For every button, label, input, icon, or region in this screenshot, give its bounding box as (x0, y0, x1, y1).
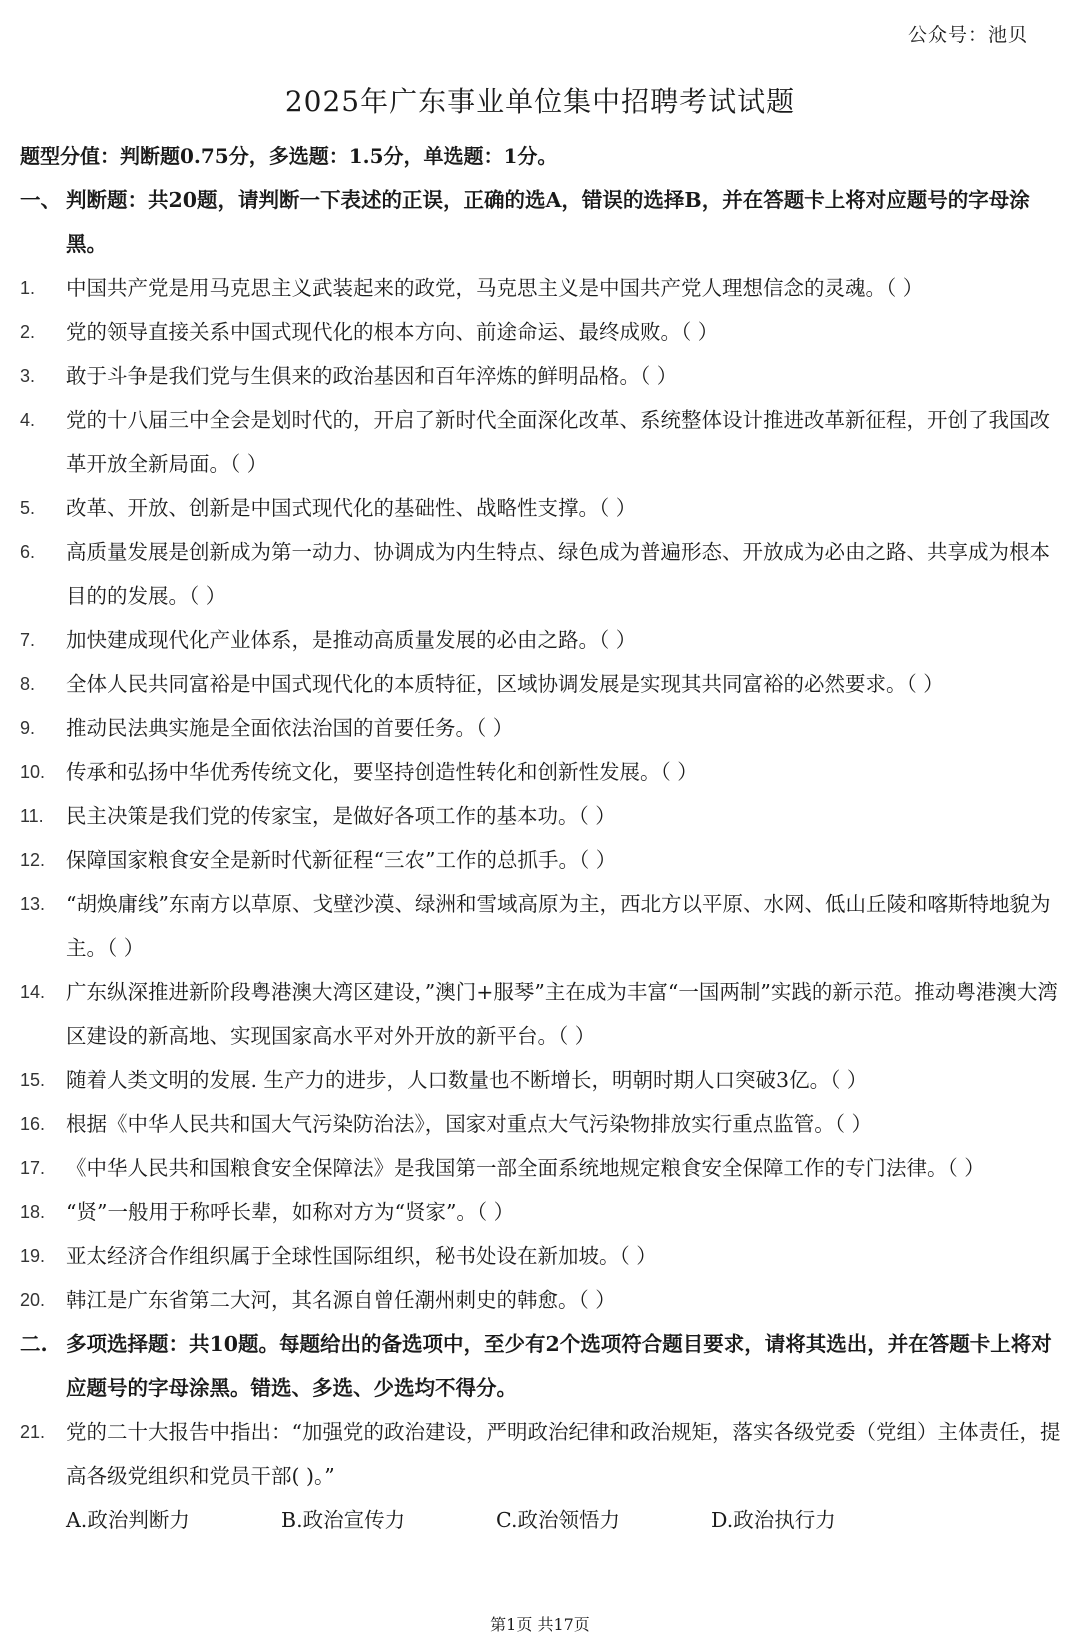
question-text: 党的领导直接关系中国式现代化的根本方向、前途命运、最终成败。（ ） (66, 320, 719, 344)
question-text: 党的十八届三中全会是划时代的，开启了新时代全面深化改革、系统整体设计推进改革新征程，开创了我国改革开放全新局面。（ ） (66, 408, 1050, 476)
question-number: 7. (20, 630, 36, 650)
question-item (20, 706, 1065, 750)
question-text: 全体人民共同富裕是中国式现代化的本质特征，区域协调发展是实现其共同富裕的必然要求。（ ） (66, 672, 944, 696)
section-number: 二. (20, 1332, 48, 1356)
question-text: “贤”一般用于称呼长辈，如称对方为“贤家”。（ ） (66, 1200, 515, 1224)
question-item (20, 1146, 1065, 1190)
question-text: 保障国家粮食安全是新时代新征程“三农”工作的总抓手。（ ） (66, 848, 617, 872)
question-number: 3. (20, 366, 36, 386)
page-footer: 第1页 共17页 (490, 1615, 590, 1634)
option-c: C.政治领悟力 (496, 1508, 620, 1532)
question-text: 党的二十大报告中指出：“加强党的政治建设，严明政治纪律和政治规矩，落实各级党委（党组）主体责任，提高各级党组织和党员干部( )。” (66, 1420, 1061, 1488)
section-number: 一、 (20, 188, 61, 212)
question-number: 2. (20, 322, 36, 342)
page-title: 2025年广东事业单位集中招聘考试试题 (284, 85, 796, 118)
section-heading-true-false (20, 178, 1065, 266)
option-d: D.政治执行力 (711, 1508, 836, 1532)
question-number: 18. (20, 1202, 46, 1222)
question-number: 17. (20, 1158, 46, 1178)
question-number: 6. (20, 542, 36, 562)
question-text: 亚太经济合作组织属于全球性国际组织，秘书处设在新加坡。（ ） (66, 1244, 657, 1268)
question-text: 中国共产党是用马克思主义武装起来的政党，马克思主义是中国共产党人理想信念的灵魂。（ ） (66, 276, 924, 300)
question-number: 5. (20, 498, 36, 518)
question-item (20, 266, 1065, 310)
question-item (20, 310, 1065, 354)
question-number: 10. (20, 762, 46, 782)
question-text: 敢于斗争是我们党与生俱来的政治基因和百年淬炼的鲜明品格。（ ） (66, 364, 678, 388)
question-number: 19. (20, 1246, 46, 1266)
question-number: 15. (20, 1070, 46, 1090)
document-body (20, 134, 1065, 1542)
section-instructions: 判断题：共20题，请判断一下表述的正误，正确的选A，错误的选择B，并在答题卡上将对应题号的字母涂黑。 (66, 188, 1030, 256)
question-item (20, 1102, 1065, 1146)
question-list (20, 266, 1065, 1322)
question-number: 11. (20, 806, 44, 826)
question-text: 改革、开放、创新是中国式现代化的基础性、战略性支撑。（ ） (66, 496, 637, 520)
question-text: 广东纵深推进新阶段粤港澳大湾区建设，”澳门+服琴”主在成为丰富“一国两制”实践的新示范。推动粤港澳大湾区建设的新高地、实现国家高水平对外开放的新平台。（ ） (66, 980, 1058, 1048)
question-number: 12. (20, 850, 46, 870)
question-item (20, 750, 1065, 794)
question-text: 高质量发展是创新成为第一动力、协调成为内生特点、绿色成为普遍形态、开放成为必由之路、共享成为根本目的的发展。（ ） (66, 540, 1050, 608)
question-text: 《中华人民共和国粮食安全保障法》是我国第一部全面系统地规定粮食安全保障工作的专门法律。（ ） (66, 1156, 985, 1180)
question-text: 加快建成现代化产业体系，是推动高质量发展的必由之路。（ ） (66, 628, 637, 652)
section-instructions: 多项选择题：共10题。每题给出的备选项中，至少有2个选项符合题目要求，请将其选出，并在答题卡上将对应题号的字母涂黑。错选、多选、少选均不得分。 (66, 1332, 1052, 1400)
question-item (20, 794, 1065, 838)
question-item (20, 662, 1065, 706)
question-text: “胡焕庸线”东南方以草原、戈壁沙漠、绿洲和雪域高原为主，西北方以平原、水网、低山丘陵和喀斯特地貌为主。（ ） (66, 892, 1051, 960)
question-text: 根据《中华人民共和国大气污染防治法》，国家对重点大气污染物排放实行重点监管。（ ） (66, 1112, 873, 1136)
question-number: 8. (20, 674, 36, 694)
question-item (20, 486, 1065, 530)
answer-options (66, 1498, 1065, 1542)
question-number: 20. (20, 1290, 46, 1310)
section-heading-multiple-choice (20, 1322, 1065, 1410)
question-item (20, 1058, 1065, 1102)
question-number: 16. (20, 1114, 46, 1134)
question-number: 14. (20, 982, 46, 1002)
wechat-account-label: 公众号：池贝 (907, 24, 1028, 46)
question-item (20, 838, 1065, 882)
question-item (20, 1410, 1065, 1498)
question-text: 民主决策是我们党的传家宝，是做好各项工作的基本功。（ ） (66, 804, 616, 828)
question-number: 21. (20, 1422, 46, 1442)
question-number: 1. (20, 278, 36, 298)
question-item (20, 970, 1065, 1058)
question-item (20, 530, 1065, 618)
option-b: B.政治宣传力 (281, 1508, 406, 1532)
question-text: 推动民法典实施是全面依法治国的首要任务。（ ） (66, 716, 514, 740)
question-text: 韩江是广东省第二大河，其名源自曾任潮州刺史的韩愈。（ ） (66, 1288, 616, 1312)
question-text: 传承和弘扬中华优秀传统文化，要坚持创造性转化和创新性发展。（ ） (66, 760, 698, 784)
question-item (20, 1278, 1065, 1322)
question-text: 随着人类文明的发展. 生产力的进步，人口数量也不断增长，明朝时期人口突破3亿。（ ） (66, 1068, 868, 1092)
question-item (20, 1190, 1065, 1234)
question-number: 9. (20, 718, 36, 738)
scoring-note: 题型分值：判断题0.75分，多选题：1.5分，单选题：1分。 (20, 144, 558, 168)
option-a: A.政治判断力 (66, 1508, 190, 1532)
question-item (20, 1234, 1065, 1278)
question-item (20, 398, 1065, 486)
question-item (20, 354, 1065, 398)
question-number: 13. (20, 894, 46, 914)
question-number: 4. (20, 410, 36, 430)
question-item (20, 882, 1065, 970)
question-item (20, 618, 1065, 662)
